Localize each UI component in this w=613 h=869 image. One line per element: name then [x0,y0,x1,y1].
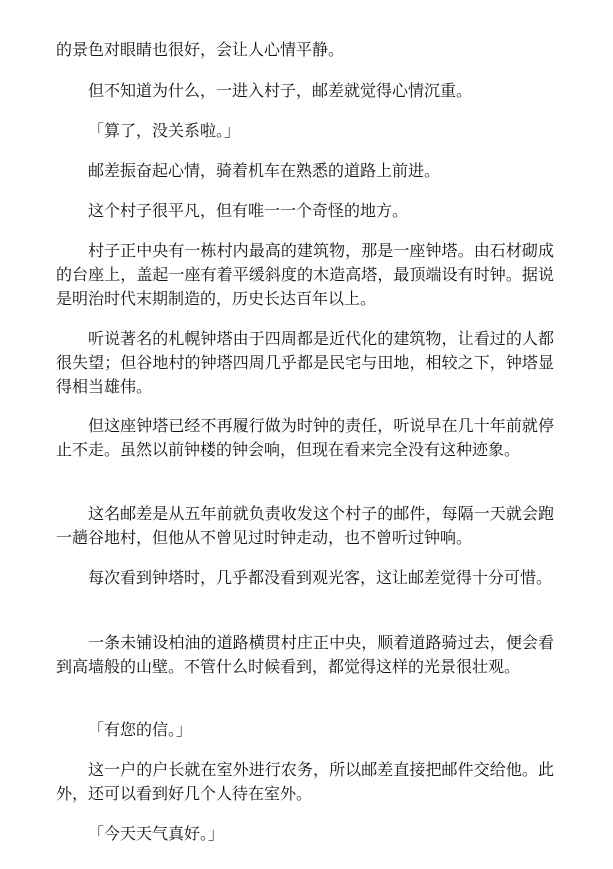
paragraph-11: 一条未铺设柏油的道路横贯村庄正中央，顺着道路骑过去，便会看到高墙般的山壁。不管什么时候看到，都觉得这样的光景很壮观。 [56,633,554,676]
paragraph-13: 这一户的户长就在室外进行农务，所以邮差直接把邮件交给他。此外，还可以看到好几个人待在室外。 [56,760,554,803]
paragraph-14: 「今天天气真好。」 [88,824,225,843]
paragraph-12: 「有您的信。」 [88,720,193,739]
paragraph-7: 听说著名的札幌钟塔由于四周都是近代化的建筑物，让看过的人都很失望；但谷地村的钟塔四周几乎都是民宅与田地，相较之下，钟塔显得相当雄伟。 [56,329,554,396]
paragraph-6: 村子正中央有一栋村内最高的建筑物，那是一座钟塔。由石材砌成的台座上，盖起一座有着平缓斜度的木造高塔，最顶端设有时钟。据说是明治时代末期制造的，历史长达百年以上。 [56,241,554,308]
paragraph-4: 邮差振奋起心情，骑着机车在熟悉的道路上前进。 [88,161,441,180]
paragraph-8: 但这座钟塔已经不再履行做为时钟的责任，听说早在几十年前就停止不走。虽然以前钟楼的钟会响，但现在看来完全没有这种迹象。 [56,416,554,459]
paragraph-10: 每次看到钟塔时，几乎都没看到观光客，这让邮差觉得十分可惜。 [88,568,553,587]
paragraph-5: 这个村子很平凡，但有唯一一个奇怪的地方。 [88,201,409,220]
paragraph-2: 但不知道为什么，一进入村子，邮差就觉得心情沉重。 [88,81,473,100]
paragraph-9: 这名邮差是从五年前就负责收发这个村子的邮件，每隔一天就会跑一趟谷地村，但他从不曾见过时钟走动，也不曾听过钟响。 [56,504,554,547]
paragraph-3: 「算了，没关系啦。」 [88,121,241,140]
paragraph-1: 的景色对眼睛也很好，会让人心情平静。 [56,40,345,59]
